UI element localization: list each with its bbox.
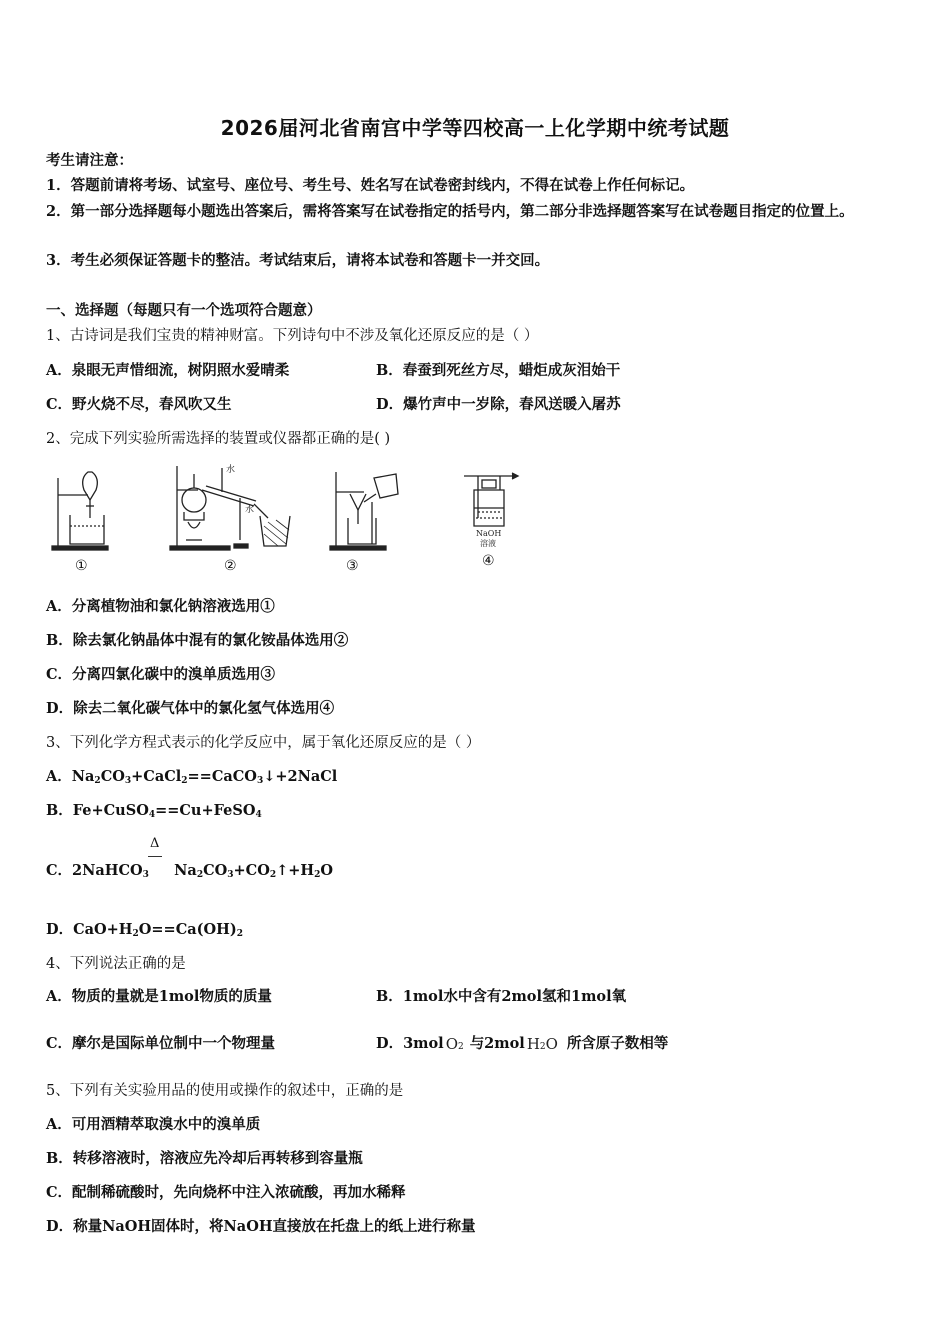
question-4-stem: 4、下列说法正确的是 — [46, 956, 186, 972]
q2-option-d: D．除去二氧化碳气体中的氯化氢气体选用④ — [46, 700, 335, 717]
apparatus-label-2: ② — [224, 558, 237, 574]
separating-funnel-drawing — [52, 472, 108, 550]
water-label-1: 水 — [226, 465, 236, 475]
apparatus-label-1: ① — [75, 558, 88, 574]
q2-option-c: C．分离四氯化碳中的溴单质选用③ — [46, 666, 276, 683]
q3-option-c-label: C． — [46, 862, 73, 879]
heating-symbol: Δ — [150, 836, 160, 851]
water-label-2: 水 — [245, 505, 255, 515]
q2-option-b: B．除去氯化钠晶体中混有的氯化铵晶体选用② — [46, 632, 349, 649]
distillation-drawing — [170, 466, 290, 550]
q3-option-b: B．Fe+CuSO$_4$==Cu+FeSO$_4$ — [46, 802, 262, 820]
q4-option-c: C．摩尔是国际单位制中一个物理量 — [46, 1035, 276, 1052]
question-5-stem: 5、下列有关实验用品的使用或操作的叙述中，正确的是 — [46, 1083, 404, 1099]
q5-option-d: D．称量NaOH固体时，将NaOH直接放在托盘上的纸上进行称量 — [46, 1218, 476, 1235]
q1-option-a: A．泉眼无声惜细流，树阴照水爱晴柔 — [46, 362, 290, 379]
q5-option-c: C．配制稀硫酸时，先向烧杯中注入浓硫酸，再加水稀释 — [46, 1184, 406, 1201]
question-2-stem: 2、完成下列实验所需选择的装置或仪器都正确的是( ) — [46, 431, 391, 447]
apparatus-label-3: ③ — [346, 558, 359, 574]
q3-option-d-label: D． — [46, 921, 74, 938]
q4-option-a: A．物质的量就是1mol物质的质量 — [46, 988, 272, 1005]
apparatus-figure — [46, 460, 546, 585]
section-heading: 一、选择题（每题只有一个选项符合题意） — [46, 302, 322, 319]
q1-option-d: D．爆竹声中一岁除，春风送暖入屠苏 — [376, 396, 621, 413]
gas-washing-bottle-drawing — [464, 473, 518, 526]
q2-option-a: A．分离植物油和氯化钠溶液选用① — [46, 598, 275, 615]
q3-option-a: A．$Na_2CO_3+CaCl_2==CaCO_3↓+2NaCl$ — [46, 768, 338, 786]
notice-heading: 考生请注意： — [46, 152, 133, 169]
apparatus-label-4: ④ — [482, 553, 495, 569]
q4-option-d-pre: D．3mol — [376, 1035, 444, 1052]
q1-option-c: C．野火烧不尽，春风吹又生 — [46, 396, 232, 413]
q4-option-b: B．1mol水中含有2mol氢和1mol氧 — [376, 988, 627, 1005]
notice-item-2: 2．第一部分选择题每小题选出答案后，需将答案写在试卷指定的括号内，第二部分非选择题答案写在试卷题目指定的位置上。 — [46, 203, 854, 220]
question-3-stem: 3、下列化学方程式表示的化学反应中，属于氧化还原反应的是（ ） — [46, 735, 481, 751]
pouring-apparatus-drawing — [330, 472, 398, 550]
question-1-stem: 1、古诗词是我们宝贵的精神财富。下列诗句中不涉及氧化还原反应的是（ ） — [46, 328, 539, 344]
q5-option-b: B．转移溶液时，溶液应先冷却后再转移到容量瓶 — [46, 1150, 363, 1167]
q3-option-a-label: A． — [46, 768, 72, 785]
heating-symbol-bar — [148, 856, 162, 857]
naoh-label: NaOH — [476, 529, 502, 538]
q3-option-c: C．2NaHCO$_3$ $Na_2CO_3+CO_2↑+H_2O$ — [46, 862, 334, 880]
q5-option-a: A．可用酒精萃取溴水中的溴单质 — [46, 1116, 261, 1133]
notice-item-3: 3．考生必须保证答题卡的整洁。考试结束后，请将本试卷和答题卡一并交回。 — [46, 252, 550, 269]
q3-option-d: D．$CaO+H_2O==Ca(OH)_2$ — [46, 921, 243, 939]
q4-option-d-post: 所含原子数相等 — [566, 1035, 669, 1052]
q1-option-b: B．春蚕到死丝方尽，蜡炬成灰泪始干 — [376, 362, 621, 379]
page-title: 2026届河北省南宫中学等四校高一上化学期中统考试题 — [220, 116, 730, 140]
apparatus-drawings — [46, 460, 546, 585]
q4-option-d-mid: 与2mol — [469, 1035, 525, 1052]
solution-label: 溶液 — [480, 539, 496, 548]
q4-option-d: D．3mol O2 与2mol H2O 所含原子数相等 — [376, 1035, 669, 1053]
q3-option-b-label: B． — [46, 802, 73, 819]
notice-item-1: 1．答题前请将考场、试室号、座位号、考生号、姓名写在试卷密封线内，不得在试卷上作任何标记。 — [46, 177, 695, 194]
